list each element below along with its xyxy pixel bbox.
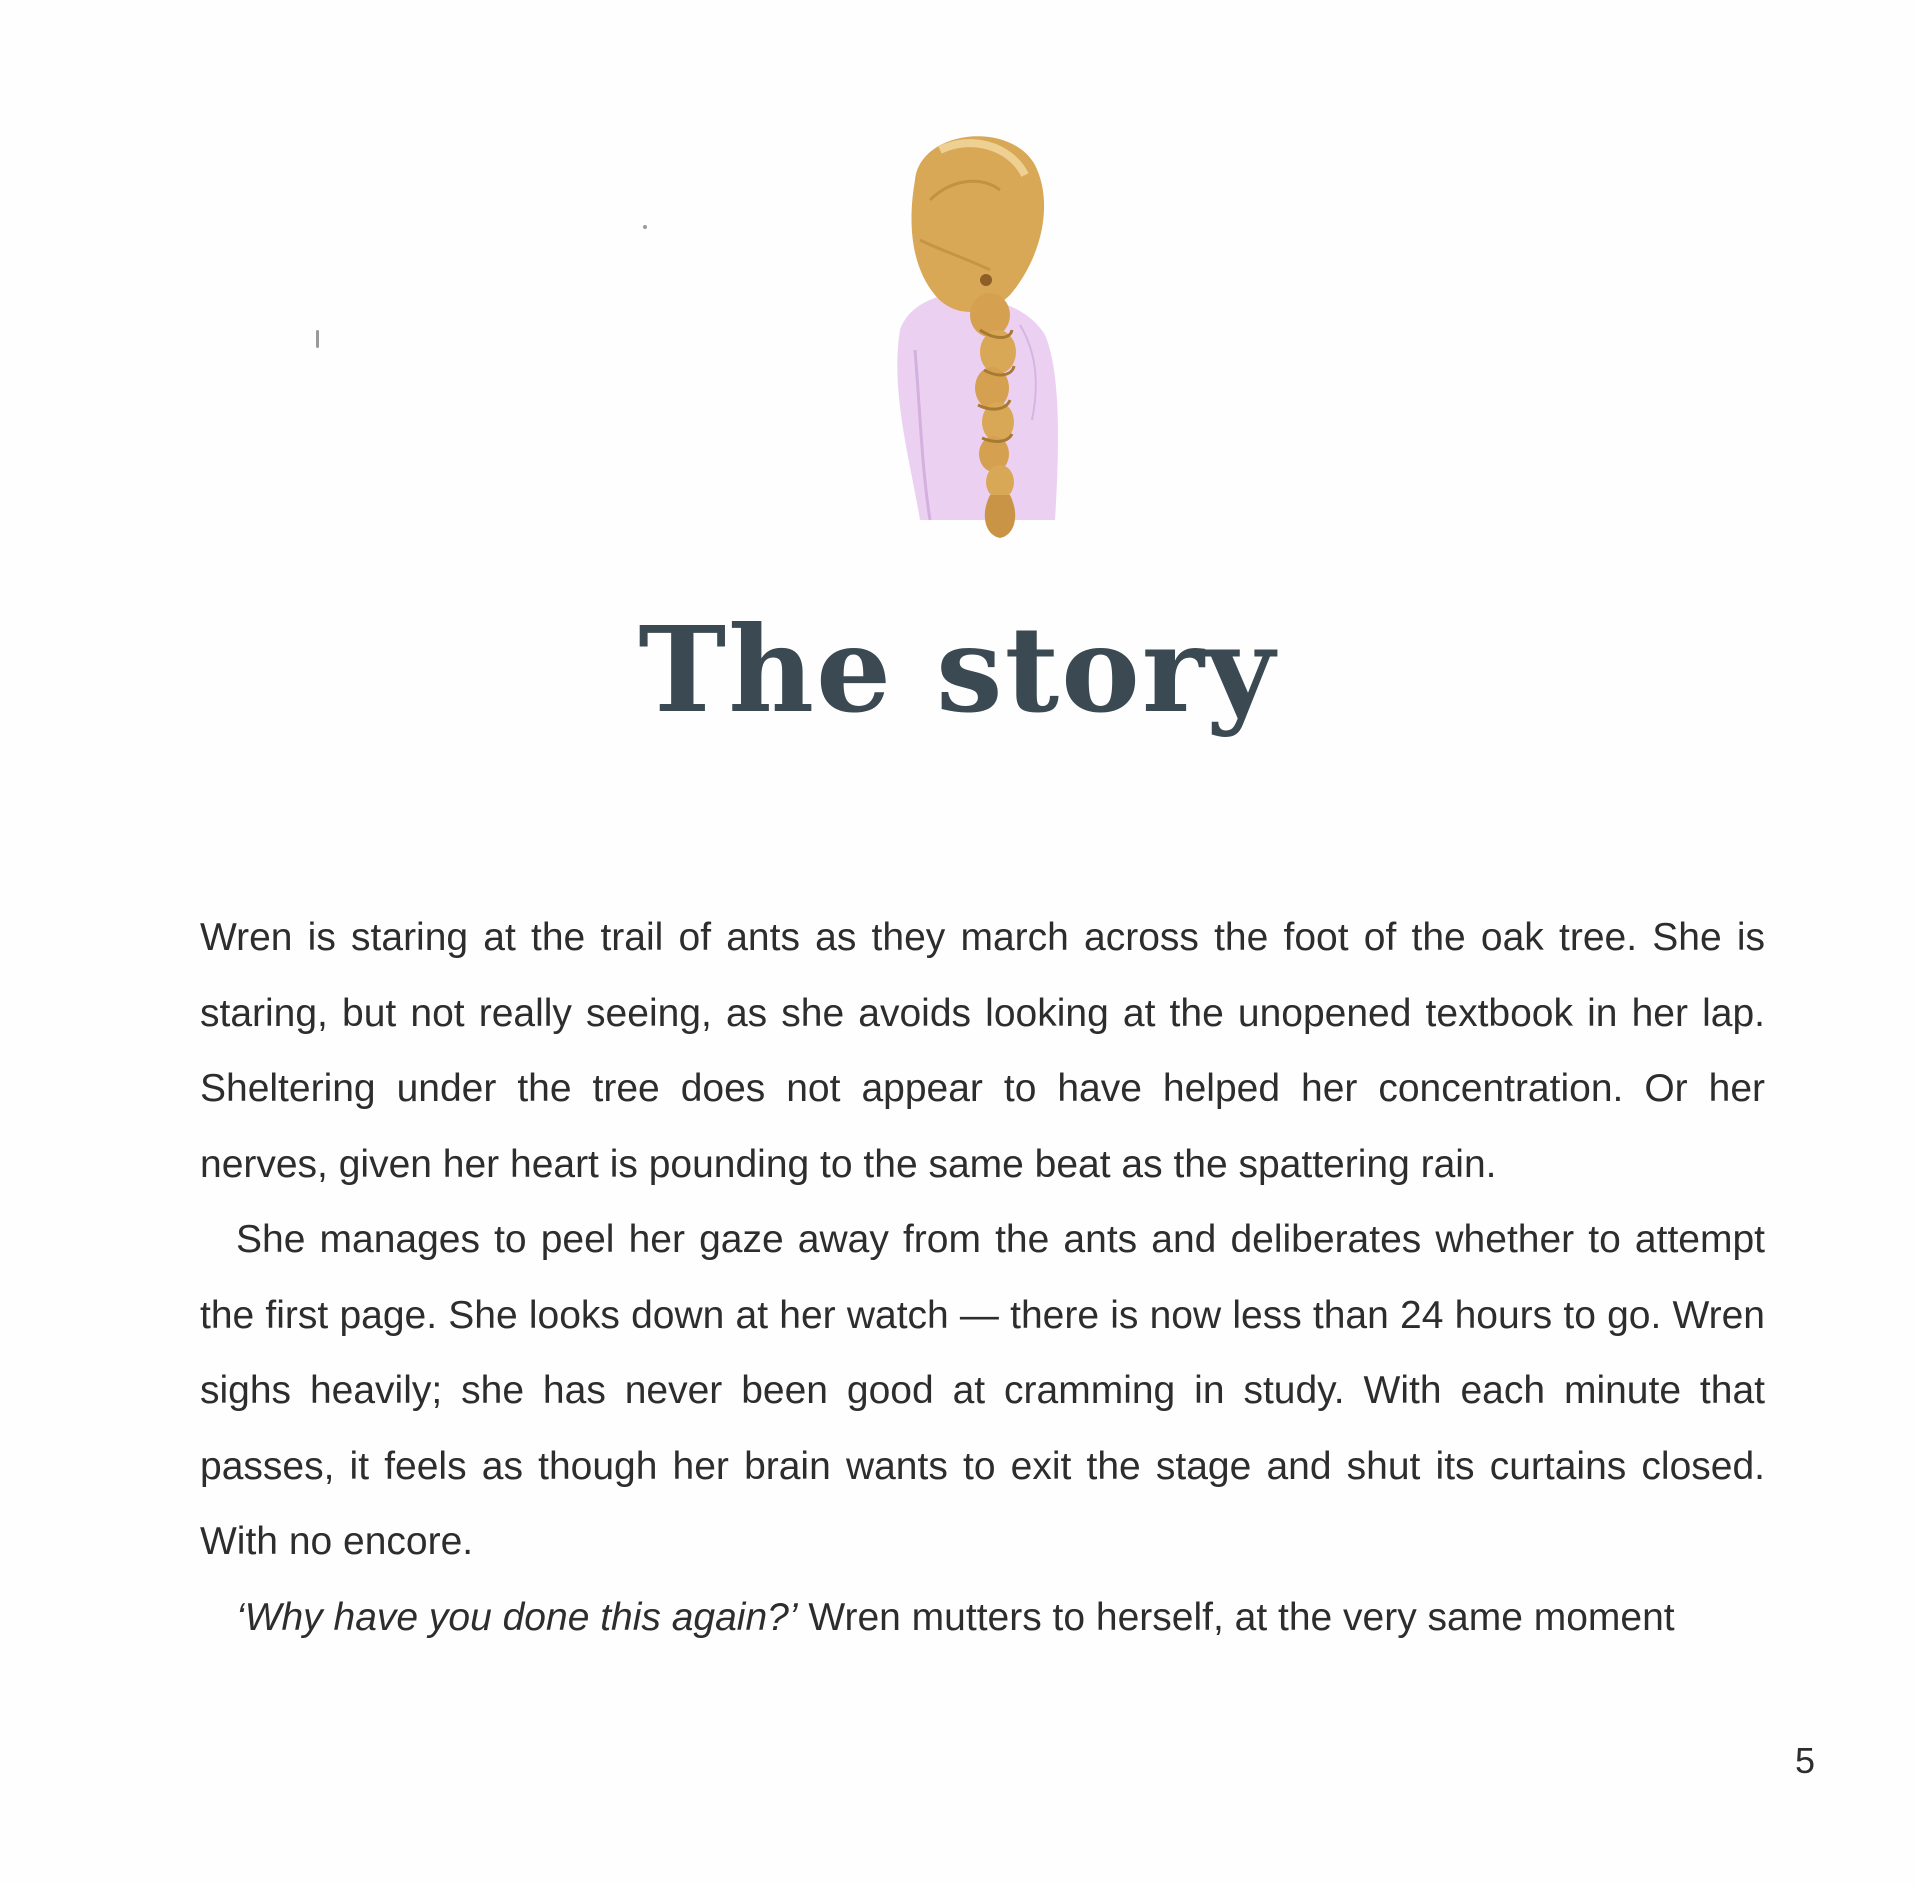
paragraph-2: She manages to peel her gaze away from the ants and deliberates whether to attempt the first page. She looks down at her watch — there is now less than 24 hours to go. Wren sighs heavily; she has never been good at cramming in study. With each minute that passes, it feels as though her brain wants to exit the stage and shut its curtains closed. With no encore. — [200, 1218, 1765, 1563]
page-number: 5 — [1794, 1740, 1815, 1781]
story-text — [200, 900, 1765, 1655]
page-title: The story — [638, 600, 1277, 739]
scan-speck — [643, 225, 647, 229]
scan-speck — [316, 330, 319, 348]
paragraph-3-italic: ‘Why have you done this again?’ — [236, 1595, 798, 1639]
paragraph-1: Wren is staring at the trail of ants as they march across the foot of the oak tree. She is staring, but not really seeing, as she avoids looking at the unopened textbook in her lap. Sheltering under the tree does not appear to have helped her concentration. Or her nerves, given her heart is pounding to the same beat as the spattering rain. — [200, 916, 1765, 1186]
paragraph-3 — [200, 1580, 1765, 1656]
girl-braid-illustration — [860, 120, 1100, 540]
paragraph-3-text: Wren mutters to herself, at the very same moment — [797, 1595, 1675, 1639]
